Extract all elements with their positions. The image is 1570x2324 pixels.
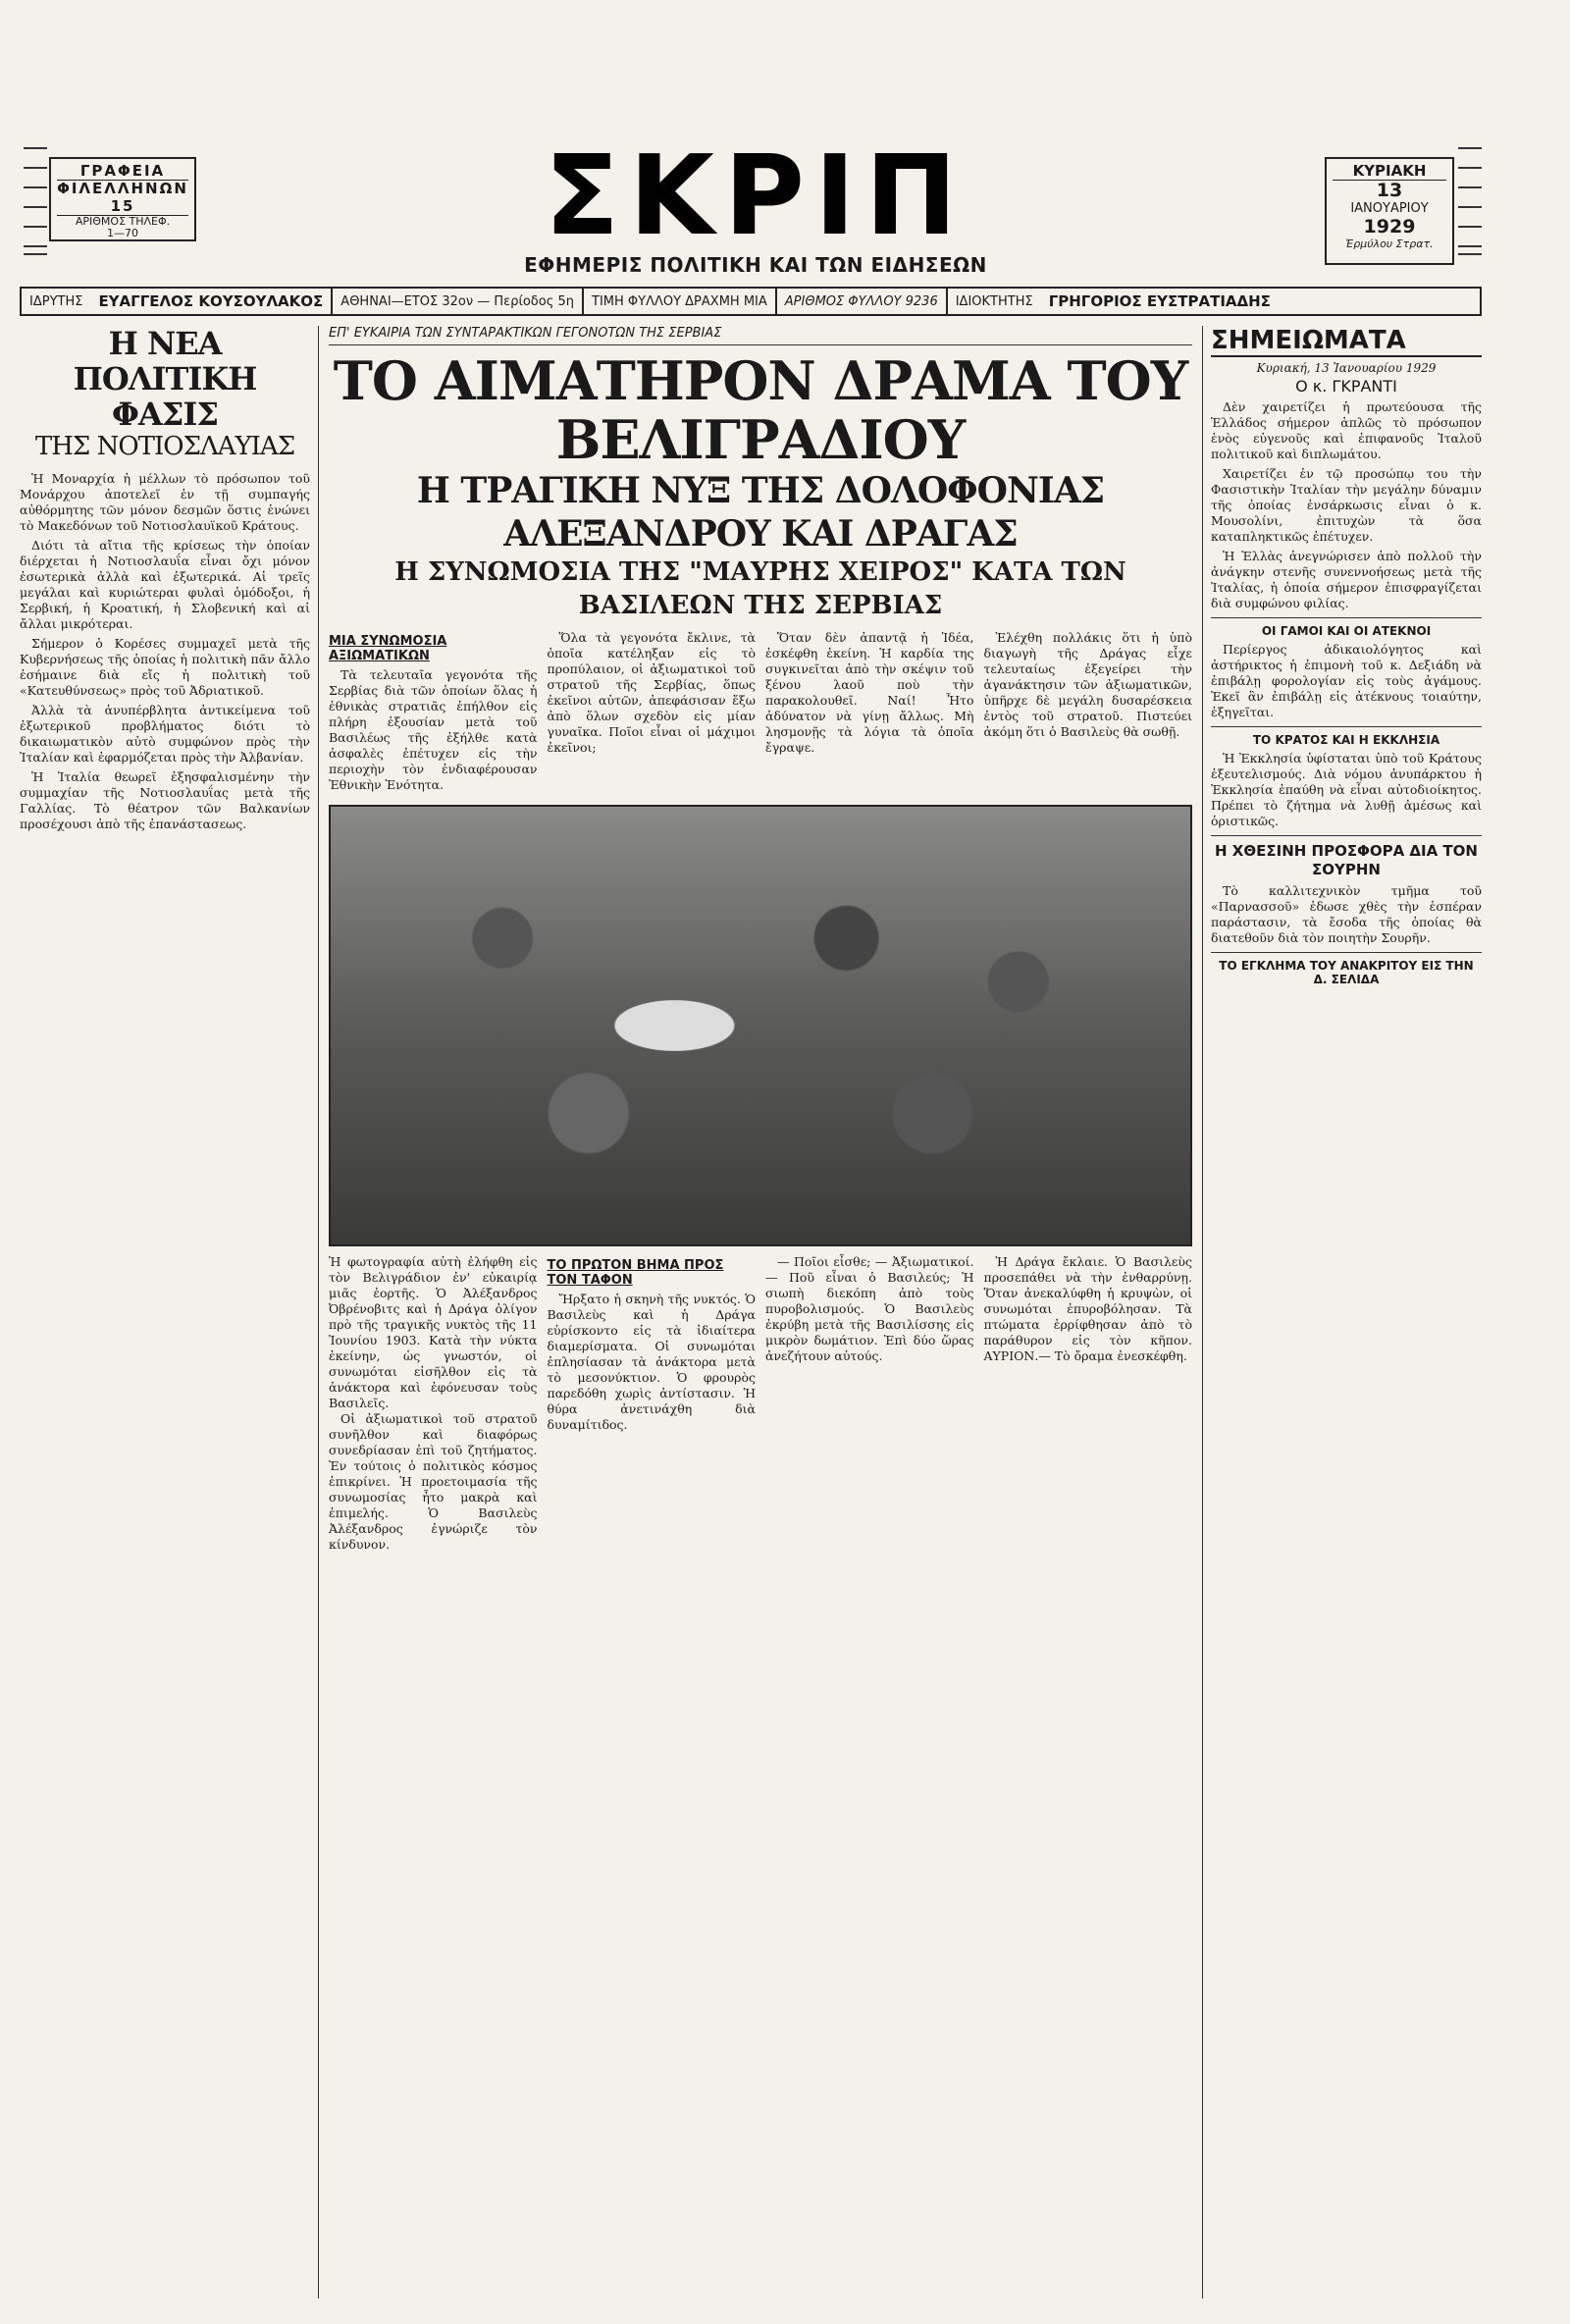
date-box: [1325, 157, 1454, 265]
saint-name: Ἑρμύλου Στρατ.: [1345, 237, 1434, 250]
royal-photograph: [329, 805, 1192, 1246]
section-heading: ΤΟ ΚΡΑΤΟΣ ΚΑΙ Η ΕΚΚΛΗΣΙΑ: [1252, 733, 1440, 747]
article-paragraph: Ἡ Ἐκκλησία ὑφίσταται ὑπὸ τοῦ Κράτους ἐξευτελισμούς. Διὰ νόμου ἀνυπάρκτου ἡ Ἐκκλησία ἐπαύθη νὰ εἶναι αὐτοδιοίκητος. Πρέπει τὸ ζήτημα νὰ λυθῇ ἀμέσως καὶ ὁριστικῶς.: [1211, 751, 1482, 828]
main-subheadline-2: Η ΣΥΝΩΜΟΣΙΑ ΤΗΣ "ΜΑΥΡΗΣ ΧΕΙΡΟΣ" ΚΑΤΑ ΤΩΝ ΒΑΣΙΛΕΩΝ ΤΗΣ ΣΕΡΒΙΑΣ: [394, 557, 1126, 620]
section-heading: Η ΧΘΕΣΙΝΗ ΠΡΟΣΦΟΡΑ ΔΙΑ ΤΟΝ ΣΟΥΡΗΝ: [1215, 842, 1478, 878]
section-heading: ΜΙΑ ΣΥΝΩΜΟΣΙΑ ΑΞΙΩΜΑΤΙΚΩΝ: [329, 634, 447, 663]
dateline: Κυριακή, 13 Ἰανουαρίου 1929: [1256, 361, 1437, 375]
year: 1929: [1363, 216, 1416, 238]
divider: [1211, 952, 1482, 953]
article-paragraph: Περίεργος ἀδικαιολόγητος καὶ ἀστήρικτος ἡ ἐπιμονὴ τοῦ κ. Δεξιάδη νὰ ἐπιβάλῃ φορολογίαν εἰς τοὺς ἀγάμους. Ἐκεῖ ἂν ἐπιβάλῃ εἰς ἀτέκνους τοιαύτην, ἐξηγεῖται.: [1211, 642, 1482, 719]
main-subheadline: Η ΤΡΑΓΙΚΗ ΝΥΞ ΤΗΣ ΔΟΛΟΦΟΝΙΑΣ ΑΛΕΞΑΝΔΡΟΥ ΚΑΙ ΔΡΑΓΑΣ: [416, 470, 1105, 555]
top-text-columns: [329, 630, 1192, 797]
article-paragraph: Δὲν χαιρετίζει ἡ πρωτεύουσα τῆς Ἑλλάδος σήμερον ἁπλῶς τὸ πρόσωπον ἑνὸς εὐγενοῦς καὶ ἐπιφανοῦς Ἰταλοῦ πολιτικοῦ καὶ διπλωμάτου.: [1211, 399, 1482, 461]
article-paragraph: Σήμερον ὁ Κορέσες συμμαχεῖ μετὰ τῆς Κυβερνήσεως τῆς ὁποίας ἡ πολιτικὴ πᾶν ἄλλο ἐσήμαινε διὰ εἴς ἡ πολιτικὴ τοῦ «Κατευθύνσεως» πρὸς τοῦ Ἀδριατικοῦ.: [20, 636, 310, 698]
main-headline: ΤΟ ΑΙΜΑΤΗΡΟΝ ΔΡΑΜΑ ΤΟΥ ΒΕΛΙΓΡΑΔΙΟΥ: [333, 349, 1188, 471]
price: ΤΙΜΗ ΦΥΛΛΟΥ ΔΡΑΧΜΗ ΜΙΑ: [592, 293, 767, 309]
right-column: [1202, 326, 1482, 2298]
article-paragraph: Ἡ Ἑλλὰς ἀνεγνώρισεν ἀπὸ πολλοῦ τὴν ἀνάγκην στενῆς συνεννοήσεως μετὰ τῆς Ἰταλίας, ἡ ὁποία σήμερον ἐπισφραγίζεται διὰ συμφώνου φιλίας.: [1211, 549, 1482, 610]
article-paragraph: Ἡ Μοναρχία ἡ μέλλων τὸ πρόσωπον τοῦ Μονάρχου ἀποτελεῖ ἐν τῇ συμπαγής αὐθόρμητης τῶν μόνον δεσμῶν ὅστις ἑνώνει τὸ Μακεδόνων τοῦ Νοτιοσλαυϊκοῦ Κράτους.: [20, 471, 310, 533]
divider: [1211, 726, 1482, 727]
main-story: [329, 326, 1192, 2298]
article-paragraph: Ὅλα τὰ γεγονότα ἔκλινε, τὰ ὁποῖα κατέληξαν εἰς τὸ προπύλαιον, οἱ ἀξιωματικοὶ τοῦ στρατοῦ τῆς Σερβίας, ὅπως ἐκεῖνοι αὐτῶν, ἀπεφάσισαν ἔξω ἀπὸ ὅλων σχεδὸν εἰς μίαν γυναῖκα. Ποῖοι εἶναι οἱ μάχιμοι ἐκεῖνοι;: [547, 630, 756, 755]
divider: [1211, 835, 1482, 836]
article-paragraph: — Ποῖοι εἶσθε; — Ἀξιωματικοί. — Ποῦ εἶναι ὁ Βασιλεύς; Ἡ σιωπὴ διεκόπη ἀπὸ τοὺς πυροβολισμούς. Ὁ Βασιλεὺς ἐκρύβη μετὰ τῆς Βασιλίσσης εἰς μικρὸν δωμάτιον. Ἐπὶ δύο ὥρας ἀνεζήτουν αὐτούς.: [765, 1254, 974, 1363]
masthead: [20, 118, 1482, 275]
notes-title: Ο κ. ΓΚΡΑΝΤΙ: [1295, 377, 1397, 396]
article-paragraph: Τὰ τελευταῖα γεγονότα τῆς Σερβίας διὰ τῶν ὁποίων ὅλας ἡ ἐθνικὰς στρατιᾶς ἐπήλθον εἰς πλήρη ἐξουσίαν μετὰ τοῦ Βασιλέως τῆς ἐξήλθε κατὰ ἀσφαλὲς ἐπέτυχεν εἰς τὴν περιοχὴν τὸν ἐνδιαφέρουσαν Ἐθνικὴν Ἐνότητα.: [329, 667, 538, 792]
article-paragraph: Ἡ Ἰταλία θεωρεῖ ἐξησφαλισμένην τὴν συμμαχίαν τῆς Νοτιοσλαυΐας μετὰ τῆς Γαλλίας. Τὸ θέατρον τῶν Βαλκανίων προσέχουσι ἀπὸ τῆς ἐπανάστασεως.: [20, 769, 310, 831]
article-paragraph: Ἤρξατο ἡ σκηνὴ τῆς νυκτός. Ὁ Βασιλεὺς καὶ ἡ Δράγα εὑρίσκοντο εἰς τὰ ἰδιαίτερα διαμερίσματα. Οἱ συνωμόται ἐπλησίασαν τὰ ἀνάκτορα μετὰ τὸ μεσονύκτιον. Ὁ φρουρὸς παρεδόθη χωρὶς ἀντίστασιν. Ἡ θύρα ἀνετινάχθη διὰ δυναμίτιδος.: [547, 1292, 756, 1432]
offices-address: ΦΙΛΕΛΛΗΝΩΝ 15: [57, 180, 188, 215]
section-heading: ΤΟ ΠΡΩΤΟΝ ΒΗΜΑ ΠΡΟΣ ΤΟΝ ΤΑΦΟΝ: [547, 1258, 724, 1288]
place-year: ΑΘΗΝΑΙ—ΕΤΟΣ 32ον — Περίοδος 5η: [340, 293, 574, 309]
weekday: ΚΥΡΙΑΚΗ: [1333, 163, 1446, 181]
article-paragraph: Ἀλλὰ τὰ ἀνυπέρβλητα ἀντικείμενα τοῦ ἐξωτερικοῦ προβλήματος διότι τὸ δικαιωματικὸν αὐτὸ συμφώνον πρὸς τὴν Ἰταλίαν καὶ ἐφαρμόζεται πρὸς τὴν Ἀλβανίαν.: [20, 703, 310, 765]
left-column: [20, 326, 319, 2298]
info-bar: [20, 287, 1482, 316]
divider: [1211, 617, 1482, 618]
founder-label: ΙΔΡΥΤΗΣ: [29, 293, 83, 309]
phone-label: ΑΡΙΘΜΟΣ ΤΗΛΕΦ.: [75, 214, 171, 228]
article-paragraph: Οἱ ἀξιωματικοὶ τοῦ στρατοῦ συνῆλθον καὶ διαφόρως συνεδρίασαν ἐπὶ τοῦ ζητήματος. Ἐν τούτοις ὁ πολιτικὸς κόσμος ἐπικρίνει. Ἡ προετοιμασία τῆς συνωμοσίας ἦτο μακρὰ καὶ ἐπιμελής. Ὁ Βασιλεὺς Ἀλέξανδρος ἐγνώριζε τὸν κίνδυνον.: [329, 1411, 538, 1552]
bottom-text-columns: [329, 1254, 1192, 1557]
issue-number: ΑΡΙΘΜΟΣ ΦΥΛΛΟΥ 9236: [784, 293, 938, 309]
offices-label: ΓΡΑΦΕΙΑ: [57, 163, 188, 181]
article-paragraph: Ἐλέχθη πολλάκις ὅτι ἡ ὑπὸ διαγωγὴ τῆς Δράγας εἶχε τελευταίως ἐξεγείρει τὴν ἀγανάκτησιν τῶν ἀξιωματικῶν, ὑπῆρχε δὲ μεγάλη δυσαρέσκεια ἐντὸς τοῦ στρατοῦ. Πιστεύει ἀκόμη ὅτι ὁ Βασιλεὺς θὰ σωθῇ.: [983, 630, 1192, 739]
month: ΙΑΝΟΥΑΡΙΟΥ: [1350, 201, 1429, 217]
section-heading: ΤΟ ΕΓΚΛΗΜΑ ΤΟΥ ΑΝΑΚΡΙΤΟΥ ΕΙΣ ΤΗΝ Δ. ΣΕΛΙΔΑ: [1219, 959, 1474, 986]
ornament-right: [1458, 147, 1482, 255]
phone-number: 1—70: [107, 227, 138, 240]
newspaper-logo: ΣΚΡΙΠ: [544, 132, 968, 260]
founder-name: ΕΥΑΓΓΕΛΟΣ ΚΟΥΣΟΥΛΑΚΟΣ: [98, 292, 324, 310]
owner-name: ΓΡΗΓΟΡΙΟΣ ΕΥΣΤΡΑΤΙΑΔΗΣ: [1048, 292, 1271, 310]
owner-label: ΙΔΙΟΚΤΗΤΗΣ: [955, 293, 1033, 309]
office-info-box: [49, 157, 196, 241]
left-subheadline: ΤΗΣ ΝΟΤΙΟΣΛΑΥΙΑΣ: [34, 432, 295, 461]
left-headline: Η ΝΕΑ ΠΟΛΙΤΙΚΗ ΦΑΣΙΣ: [73, 326, 257, 433]
article-paragraph: Τὸ καλλιτεχνικὸν τμῆμα τοῦ «Παρνασσοῦ» ἐδωσε χθὲς τὴν ἑσπέραν παράστασιν, τὰ ἔσοδα τῆς ὁποίας θὰ διατεθοῦν διὰ τὸν ποιητὴν Σουρῆν.: [1211, 883, 1482, 945]
article-paragraph: Χαιρετίζει ἐν τῷ προσώπῳ του τὴν Φασιστικὴν Ἰταλίαν τὴν μεγάλην δύναμιν τῆς ὁποίας ἐνσάρκωσις εἶναι ὁ κ. Μουσολίνι, ἐπιτυχὼν τὰ ὅσα καταπληκτικῶς ἐπέτυχεν.: [1211, 466, 1482, 544]
tagline: ΕΦΗΜΕΡΙΣ ΠΟΛΙΤΙΚΗ ΚΑΙ ΤΩΝ ΕΙΔΗΣΕΩΝ: [524, 253, 987, 277]
article-paragraph: Ἡ Δράγα ἔκλαιε. Ὁ Βασιλεὺς προσεπάθει νὰ τὴν ἐνθαρρύνῃ. Ὅταν ἀνεκαλύφθη ἡ κρυψὼν, οἱ συνωμόται ἐπυροβόλησαν. Τὰ πτώματα ἐρρίφθησαν ἀπὸ τὸ παράθυρον εἰς τὸν κῆπον. ΑΥΡΙΟΝ.— Τὸ ὄραμα ἐνεσκέφθη.: [983, 1254, 1192, 1363]
ornament-left: [24, 147, 47, 255]
article-paragraph: Διότι τὰ αἴτια τῆς κρίσεως τὴν ὁποίαν διέρχεται ἡ Νοτιοσλαυΐα εἶναι ὄχι μόνον ἐσωτερικὰ ἀλλὰ καὶ ἐξωτερικά. Αἱ τρεῖς μεγάλαι καὶ κυριώτεραι φυλαὶ ὁμόδοξοι, ἡ Σερβική, ἡ Κροατική, ἡ Σλοβενική καὶ αἱ ἄλλαι μικρότεραι.: [20, 538, 310, 631]
date-number: 13: [1376, 180, 1403, 202]
article-paragraph: Ὅταν δὲν ἀπαντᾷ ἡ Ἰδέα, ἐσκέφθη ἐκείνη. Ἡ καρδία της συγκινεῖται ἀπὸ τὴν σκέψιν τοῦ ξένου λαοῦ ποὺ τὴν παρακολουθεῖ. Ναί! Ἦτο ἀδύνατον νὰ γίνῃ ἄλλως. Μὴ λησμονῇς τὰ λόγια τὰ ὁποῖα ἔγραψε.: [765, 630, 974, 755]
section-heading: ΟΙ ΓΑΜΟΙ ΚΑΙ ΟΙ ΑΤΕΚΝΟΙ: [1261, 624, 1432, 638]
newspaper-page: [20, 118, 1482, 2306]
photo-caption: Ἡ φωτογραφία αὐτὴ ἐλήφθη εἰς τὸν Βελιγράδιον ἐν' εὐκαιρίᾳ μιᾶς ἐορτῆς. Ὁ Ἀλέξανδρος Ὀβρένοβιτς καὶ ἡ Δράγα ὀλίγον πρὸ τῆς τραγικῆς νυκτὸς τῆς 11 Ἰουνίου 1903. Κατὰ τὴν νύκτα ἐκείνην, ὡς γνωστόν, οἱ συνωμόται εἰσῆλθον εἰς τὰ ἀνάκτορα καὶ ἐφόνευσαν τοὺς Βασιλεῖς.: [329, 1254, 538, 1410]
kicker: ΕΠ' ΕΥΚΑΙΡΙΑ ΤΩΝ ΣΥΝΤΑΡΑΚΤΙΚΩΝ ΓΕΓΟΝΟΤΩΝ ΤΗΣ ΣΕΡΒΙΑΣ: [329, 326, 1192, 345]
notes-heading: ΣΗΜΕΙΩΜΑΤΑ: [1211, 326, 1482, 357]
